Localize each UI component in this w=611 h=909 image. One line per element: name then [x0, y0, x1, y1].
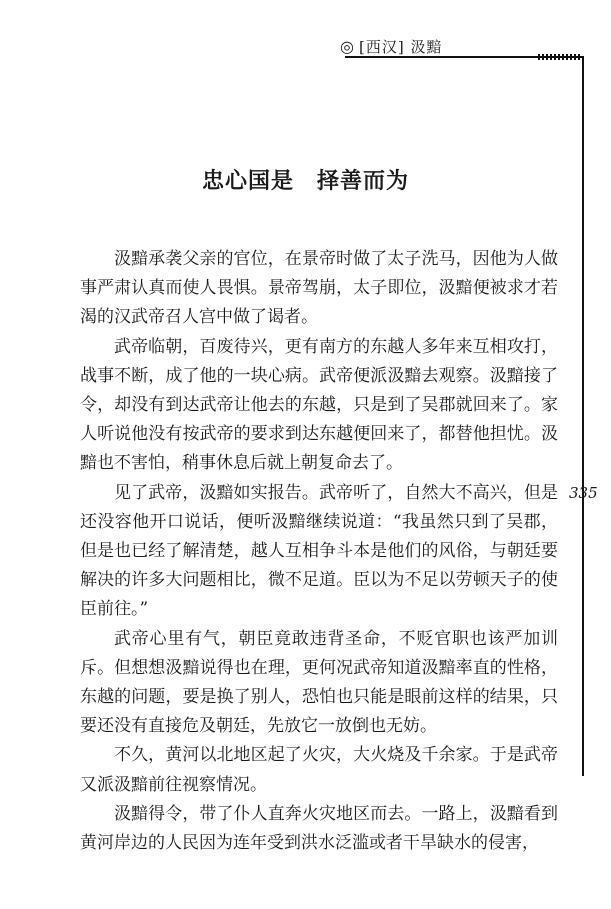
header-rule-dots [538, 54, 582, 60]
running-head [340, 36, 442, 57]
circle-mark-icon: ◎ [340, 37, 355, 56]
paragraph: 见了武帝，汲黯如实报告。武帝听了，自然大不高兴，但是还没容他开口说话，便听汲黯继续说道：“我虽然只到了吴郡，但是也已经了解清楚，越人互相争斗本是他们的风俗，与朝廷要解决的许多大问题相比，微不足道。臣以为不足以劳顿天子的使臣前往。” [80, 482, 558, 620]
paragraph: 汲黯承袭父亲的官位，在景帝时做了太子洗马，因他为人做事严肃认真而使人畏惧。景帝驾崩，太子即位，汲黯便被求才若渴的汉武帝召人宫中做了谒者。 [80, 249, 558, 328]
paragraph: 武帝临朝，百废待兴，更有南方的东越人多年来互相攻打，战事不断，成了他的一块心病。武帝便派汲黯去观察。汲黯接了令，却没有到达武帝让他去的东越，只是到了吴郡就回来了。家人听说他没有按武帝的要求到达东越便回来了，都替他担忧。汲黯也不害怕，稍事休息后就上朝复命去了。 [80, 336, 558, 474]
running-head-text: [西汉] 汲黯 [358, 38, 443, 56]
article-body [80, 245, 558, 858]
paragraph: 武帝心里有气，朝臣竟敢违背圣命，不贬官职也该严加训斥。但想想汲黯说得也在理，更何况武帝知道汲黯率直的性格，东越的问题，要是换了别人，恐怕也只能是眼前这样的结果，只要还没有直接危及朝廷，先放它一放倒也无妨。 [80, 628, 558, 737]
page-number: 335 [569, 484, 598, 502]
paragraph: 不久，黄河以北地区起了火灾，大火烧及千余家。于是武帝又派汲黯前往视察情况。 [80, 745, 558, 795]
article-title: 忠心国是 择善而为 [201, 168, 409, 194]
paragraph: 汲黯得令，带了仆人直奔火灾地区而去。一路上，汲黯看到黄河岸边的人民因为连年受到洪水泛滥或者干旱缺水的侵害， [80, 803, 558, 854]
